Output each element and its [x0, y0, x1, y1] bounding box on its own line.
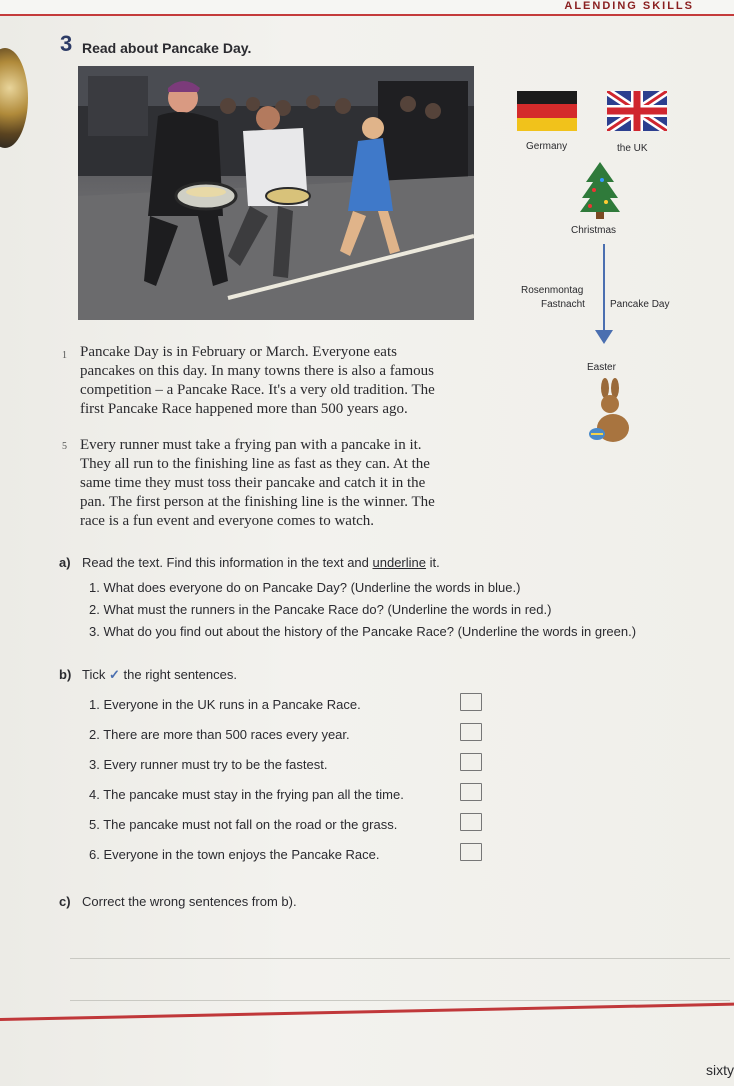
christmas-caption: Christmas — [571, 225, 617, 236]
section-title: Read about Pancake Day. — [82, 40, 252, 56]
easter-caption: Easter — [587, 362, 616, 373]
checkmark-icon: ✓ — [108, 667, 120, 682]
task-a-item: 3. What do you find out about the history of the Pancake Race? (Underline the words in green.) — [89, 624, 637, 639]
timeline-arrow — [603, 244, 605, 336]
paragraph-2 — [80, 436, 435, 531]
task-a-label: a) — [59, 555, 71, 570]
task-b-sentence: 2. There are more than 500 races every year. — [89, 727, 350, 742]
answer-line-1[interactable] — [70, 958, 730, 959]
paragraph-1 — [80, 343, 435, 419]
paragraph-line: They all run to the finishing line as fast as they can. At the — [80, 456, 430, 472]
paragraph-line: pan. The first person at the finishing line is the winner. The — [80, 494, 435, 510]
tick-box-4[interactable] — [460, 783, 482, 801]
binder-ring — [0, 48, 28, 148]
task-b-intro-text: Tick — [82, 667, 106, 682]
rosenmontag-caption: Rosenmontag — [521, 285, 584, 296]
easter-bunny-icon — [585, 378, 633, 448]
answer-line-2[interactable] — [70, 1000, 730, 1001]
paragraph-line: Pancake Day is in February or March. Everyone eats — [80, 344, 397, 360]
photo-illustration — [78, 66, 474, 320]
tick-box-6[interactable] — [460, 843, 482, 861]
pancake-day-caption: Pancake Day — [610, 299, 670, 310]
line-number-5: 5 — [62, 441, 67, 452]
paragraph-line: same time they must toss their pancake and catch it in the — [80, 475, 426, 491]
task-a-underline-word: underline — [372, 555, 427, 570]
task-c-label: c) — [59, 894, 71, 909]
germany-caption: Germany — [526, 141, 568, 152]
tick-box-1[interactable] — [460, 693, 482, 711]
task-b-sentence: 5. The pancake must not fall on the road or the grass. — [89, 817, 398, 832]
task-c-intro: Correct the wrong sentences from b). — [82, 894, 297, 909]
pancake-race-photo — [78, 66, 474, 320]
task-b-sentence: 4. The pancake must stay in the frying pan all the time. — [89, 787, 404, 802]
timeline-arrow-head — [595, 330, 613, 344]
tick-box-3[interactable] — [460, 753, 482, 771]
paragraph-line: Every runner must take a frying pan with a pancake in it. — [80, 437, 422, 453]
task-b-sentence: 6. Everyone in the town enjoys the Pancake Race. — [89, 847, 380, 862]
task-a-intro-end: it. — [429, 555, 440, 570]
task-a-item: 2. What must the runners in the Pancake Race do? (Underline the words in red.) — [89, 602, 552, 617]
line-number-1: 1 — [62, 350, 67, 361]
task-a-intro — [82, 555, 440, 570]
paragraph-line: pancakes on this day. In many towns there is also a famous — [80, 363, 434, 379]
fastnacht-caption: Fastnacht — [541, 299, 585, 310]
task-b-label: b) — [59, 667, 72, 682]
unit-label: ALENDING SKILLS — [564, 0, 694, 12]
paragraph-line: race is a fun event and everyone comes to watch. — [80, 513, 375, 529]
page-number: sixty — [706, 1062, 734, 1078]
germany-flag-icon — [517, 91, 577, 131]
tick-box-2[interactable] — [460, 723, 482, 741]
uk-caption: the UK — [617, 143, 648, 154]
task-b-sentence: 3. Every runner must try to be the fastest. — [89, 757, 328, 772]
footer-red-line — [0, 1003, 734, 1059]
paragraph-line: competition – a Pancake Race. It's a very old tradition. The — [80, 382, 435, 398]
paragraph-line: first Pancake Race happened more than 500 years ago. — [80, 401, 408, 417]
tick-box-5[interactable] — [460, 813, 482, 831]
task-a-intro-text: Read the text. Find this information in the text and — [82, 555, 369, 570]
task-b-intro-end: the right sentences. — [123, 667, 237, 682]
task-a-item: 1. What does everyone do on Pancake Day? (Underline the words in blue.) — [89, 580, 521, 595]
section-number: 3 — [60, 31, 73, 56]
uk-flag-icon — [607, 91, 667, 131]
task-b-intro — [82, 667, 237, 683]
task-b-sentence: 1. Everyone in the UK runs in a Pancake Race. — [89, 697, 361, 712]
christmas-tree-icon — [580, 160, 620, 220]
